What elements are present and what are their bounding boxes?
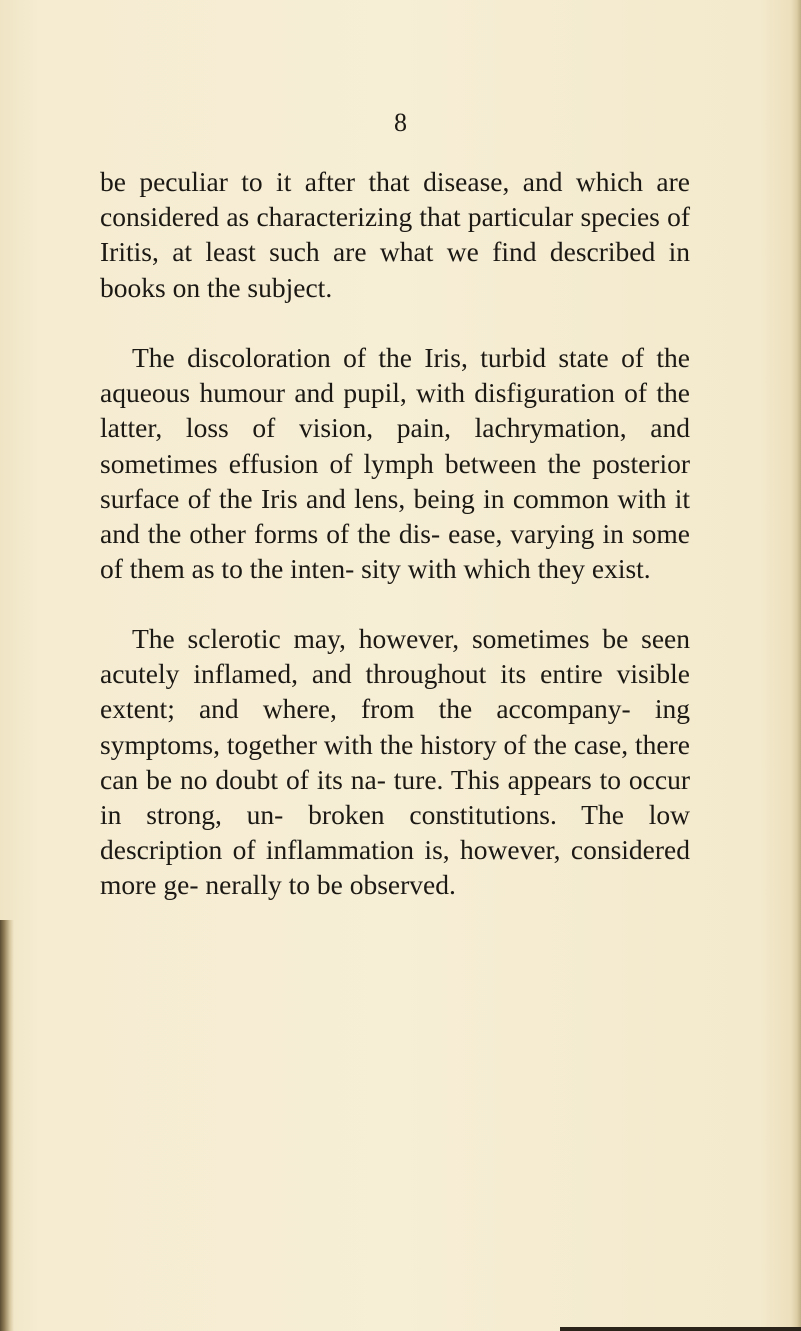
paragraph-1: be peculiar to it after that disease, and which are considered as characterizing that particular species of Iritis, at least such are what we find described in books on the subject. bbox=[100, 166, 690, 303]
page-edge bbox=[791, 0, 801, 1331]
page-number: 8 bbox=[394, 108, 407, 137]
page-bottom-edge bbox=[560, 1327, 801, 1331]
paragraph-2: The discoloration of the Iris, turbid state of the aqueous humour and pupil, with disfiguration of the latter, loss of vision, pain, lachrymation, and sometimes effusion of lymph between the posterior surface of the Iris and lens, being in common with it and the other forms of the dis- ease, varying in some of them as to the inten- sity with which they exist. bbox=[100, 342, 690, 585]
paragraph-3: The sclerotic may, however, sometimes be seen acutely inflamed, and throughout its entire visible extent; and where, from the accompany- ing symptoms, together with the history of the case, there can be no doubt of its na- ture. This appears to occur in strong, un- broken constitutions. The low description of inflammation is, however, considered more ge- nerally to be observed. bbox=[100, 623, 690, 901]
binding-shadow bbox=[0, 920, 14, 1331]
